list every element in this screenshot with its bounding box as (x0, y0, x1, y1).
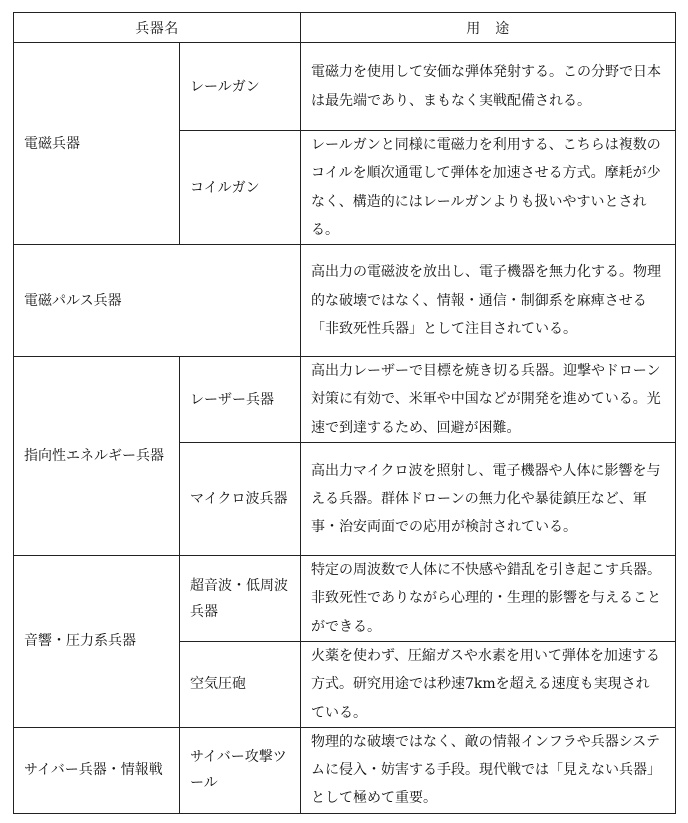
table-header-row (14, 13, 676, 43)
weapon-name-cell: レールガン (180, 43, 301, 131)
weapon-use-cell: 火薬を使わず、圧縮ガスや水素を用いて弾体を加速する方式。研究用途では秒速7kmを超える速度も実現されている。 (301, 641, 676, 727)
weapon-name-cell: レーザー兵器 (180, 357, 301, 443)
table-row (14, 556, 676, 642)
table-row (14, 727, 676, 813)
weapon-name-cell: マイクロ波兵器 (180, 443, 301, 556)
table-row (14, 357, 676, 443)
header-weapon-name: 兵器名 (14, 13, 301, 43)
weapons-table (13, 12, 676, 814)
weapon-name-cell: サイバー攻撃ツール (180, 727, 301, 813)
weapon-use-cell: 高出力の電磁波を放出し、電子機器を無力化する。物理的な破壊ではなく、情報・通信・制御系を麻痺させる「非致死性兵器」として注目されている。 (301, 245, 676, 357)
category-cell: 電磁パルス兵器 (14, 245, 301, 357)
weapon-use-cell: 電磁力を使用して安価な弾体発射する。この分野で日本は最先端であり、まもなく実戦配備される。 (301, 43, 676, 131)
weapon-use-cell: 高出力マイクロ波を照射し、電子機器や人体に影響を与える兵器。群体ドローンの無力化や暴徒鎮圧など、軍事・治安両面での応用が検討されている。 (301, 443, 676, 556)
weapon-use-cell: レールガンと同様に電磁力を利用する、こちらは複数のコイルを順次通電して弾体を加速させる方式。摩耗が少なく、構造的にはレールガンよりも扱いやすいとされる。 (301, 131, 676, 245)
weapon-name-cell: コイルガン (180, 131, 301, 245)
weapon-use-cell: 高出力レーザーで目標を焼き切る兵器。迎撃やドローン対策に有効で、米軍や中国などが開発を進めている。光速で到達するため、回避が困難。 (301, 357, 676, 443)
weapon-name-cell: 超音波・低周波兵器 (180, 556, 301, 642)
table-row (14, 245, 676, 357)
weapon-use-cell: 特定の周波数で人体に不快感や錯乱を引き起こす兵器。非致死性でありながら心理的・生理的影響を与えることができる。 (301, 556, 676, 642)
weapon-name-cell: 空気圧砲 (180, 641, 301, 727)
table-row (14, 43, 676, 131)
weapons-table-container (13, 12, 675, 814)
header-use: 用 途 (301, 13, 676, 43)
category-cell: サイバー兵器・情報戦 (14, 727, 180, 813)
category-cell: 音響・圧力系兵器 (14, 556, 180, 728)
category-cell: 電磁兵器 (14, 43, 180, 245)
category-cell: 指向性エネルギー兵器 (14, 357, 180, 556)
weapon-use-cell: 物理的な破壊ではなく、敵の情報インフラや兵器システムに侵入・妨害する手段。現代戦では「見えない兵器」として極めて重要。 (301, 727, 676, 813)
